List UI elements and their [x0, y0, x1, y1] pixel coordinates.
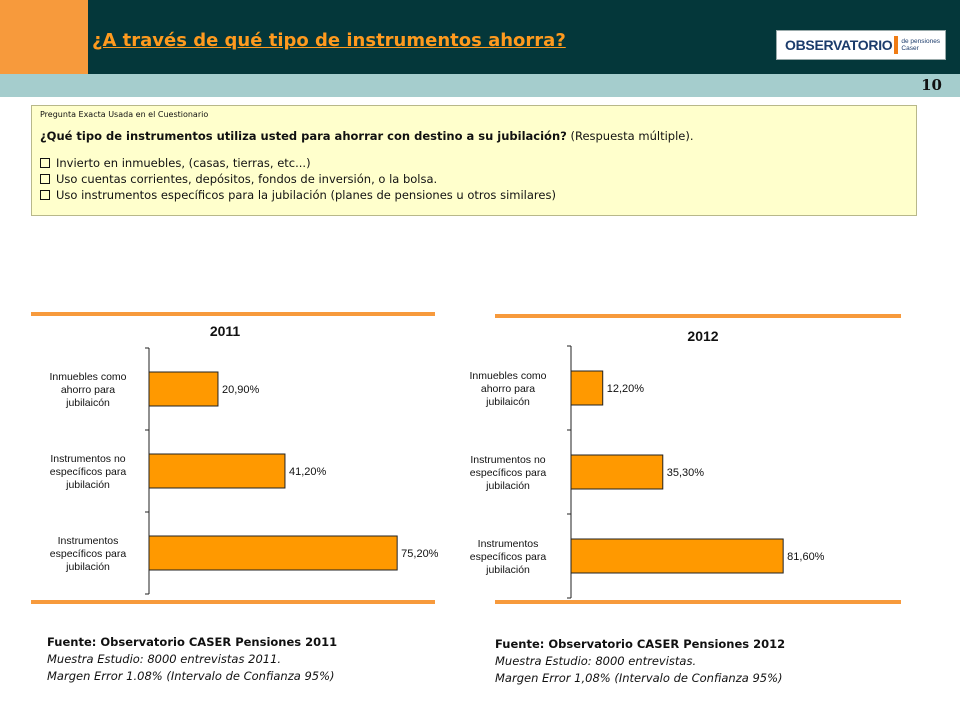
option-text: Uso cuentas corrientes, depósitos, fondos de inversión, o la bolsa. — [56, 172, 438, 186]
chart-2011 — [31, 316, 439, 600]
data-label: 20,90% — [221, 384, 260, 396]
data-label: 41,20% — [288, 466, 327, 478]
checkbox-icon — [40, 158, 50, 168]
observatorio-logo — [776, 30, 946, 60]
category-label-line: jubilación — [66, 479, 110, 491]
source-note-2011 — [47, 634, 337, 685]
category-label-line: Instrumentos no — [470, 454, 546, 466]
chart-title: 2011 — [209, 323, 241, 339]
chart-bottom-rule — [31, 600, 435, 604]
logo-sub-line1: de pensiones — [901, 38, 941, 45]
chart-bottom-rule — [495, 600, 901, 604]
source-note-2012 — [495, 636, 785, 687]
question-label: Pregunta Exacta Usada en el Cuestionario — [40, 110, 209, 119]
category-label — [469, 370, 546, 408]
category-label — [49, 371, 126, 409]
category-label-line: Instrumentos — [477, 538, 539, 550]
category-label — [470, 454, 547, 492]
data-label: 12,20% — [606, 383, 645, 395]
category-label-line: específicos para — [49, 466, 127, 478]
option-item — [40, 171, 908, 187]
source-sample: Muestra Estudio: 8000 entrevistas. — [495, 654, 697, 668]
source-sample: Muestra Estudio: 8000 entrevistas 2011. — [47, 652, 282, 666]
option-item — [40, 155, 908, 171]
subheader-band — [0, 74, 960, 97]
category-label-line: específicos para — [469, 551, 547, 563]
source-title: Fuente: Observatorio CASER Pensiones 2011 — [47, 635, 338, 649]
category-label-line: ahorro para — [60, 384, 116, 396]
bar — [149, 536, 397, 570]
bar — [571, 371, 603, 405]
bar — [149, 454, 285, 488]
logo-sub-line2: Caser — [901, 45, 919, 52]
logo-sub — [901, 38, 940, 52]
category-label-line: Instrumentos — [57, 535, 119, 547]
source-error: Margen Error 1.08% (Intervalo de Confianza 95%) — [47, 669, 335, 683]
chart-2012 — [469, 318, 901, 600]
checkbox-icon — [40, 190, 50, 200]
bar — [149, 372, 218, 406]
bar — [571, 539, 783, 573]
logo-mark — [894, 36, 898, 54]
option-text: Invierto en inmuebles, (casas, tierras, etc...) — [56, 156, 311, 170]
checkbox-icon — [40, 174, 50, 184]
data-label: 75,20% — [401, 548, 439, 560]
category-label — [50, 535, 127, 573]
option-item — [40, 187, 908, 203]
chart-title: 2012 — [687, 328, 719, 344]
category-label-line: Instrumentos no — [50, 453, 126, 465]
category-label-line: jubilaicón — [486, 396, 530, 408]
header-accent-block — [0, 0, 88, 74]
source-title: Fuente: Observatorio CASER Pensiones 2012 — [495, 637, 786, 651]
page-title: ¿A través de qué tipo de instrumentos ahorra? — [92, 30, 566, 51]
category-label-line: específicos para — [49, 548, 127, 560]
data-label: 35,30% — [666, 467, 705, 479]
category-label-line: jubilación — [486, 564, 530, 576]
category-label-line: ahorro para — [480, 383, 536, 395]
question-main: ¿Qué tipo de instrumentos utiliza usted para ahorrar con destino a su jubilación? — [40, 129, 567, 143]
category-label-line: jubilaicón — [66, 397, 110, 409]
page-number: 10 — [921, 76, 942, 94]
bar — [571, 455, 663, 489]
category-label — [50, 453, 127, 491]
question-box — [31, 105, 917, 216]
category-label-line: Inmuebles como — [469, 370, 547, 382]
category-label — [470, 538, 547, 576]
data-label: 81,60% — [787, 551, 825, 563]
category-label-line: específicos para — [469, 467, 547, 479]
question-note: (Respuesta múltiple). — [570, 129, 694, 143]
logo-main-text: OBSERVATORIO — [785, 37, 893, 53]
source-error: Margen Error 1,08% (Intervalo de Confianza 95%) — [495, 671, 783, 685]
category-label-line: jubilación — [66, 561, 110, 573]
category-label-line: Inmuebles como — [49, 371, 127, 383]
option-text: Uso instrumentos específicos para la jubilación (planes de pensiones u otros similares) — [56, 188, 556, 202]
question-text — [40, 129, 908, 143]
category-label-line: jubilación — [486, 480, 530, 492]
